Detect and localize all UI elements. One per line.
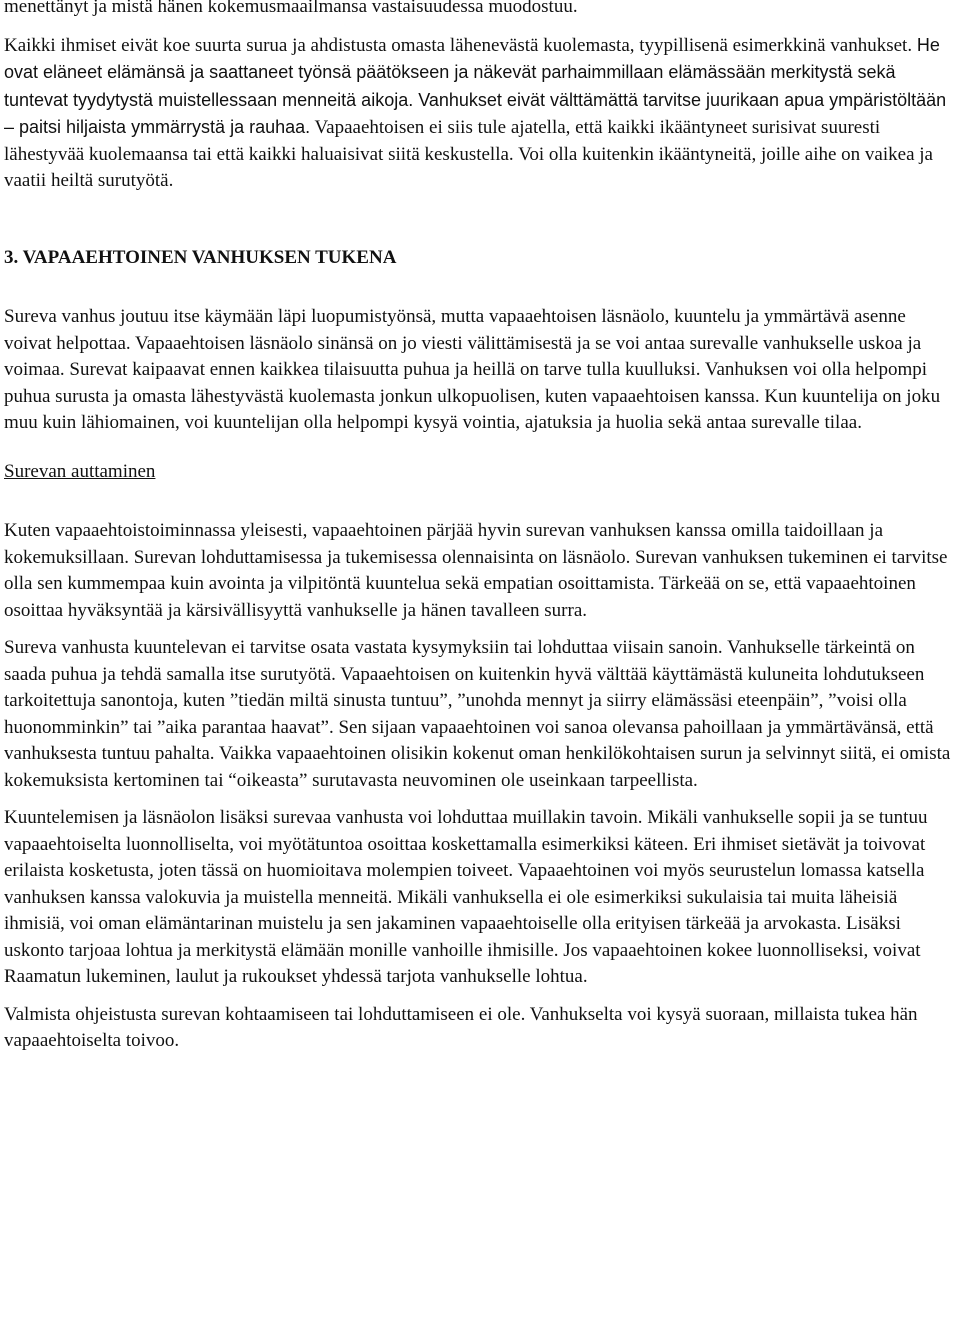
- section-heading: 3. VAPAAEHTOINEN VANHUKSEN TUKENA: [4, 246, 397, 268]
- document-page: [4, 0, 954, 1055]
- body-paragraph-4: Valmista ohjeistusta surevan kohtaamiseen tai lohduttamiseen ei ole. Vanhukselta voi kysyä suoraan, millaista tukea hän vapaaehtoiselta toivoo.: [4, 1003, 918, 1051]
- intro-sentence-2: He ovat eläneet elämänsä ja saattaneet työnsä päätökseen ja näkevät parhaimmillaan elämässään merkitystä sekä tuntevat tyydytystä muistellessaan menneitä aikoja. Vanhukset eivät välttämättä tarvitse juurikaan apua ympäristöltään – paitsi hiljaista ymmärrystä ja rauhaa.: [4, 34, 947, 137]
- body-paragraph-2: Sureva vanhusta kuuntelevan ei tarvitse osata vastata kysymyksiin tai lohduttaa viisain sanoin. Vanhukselle tärkeintä on saada puhua ja tehdä samalla itse surutyötä. Vapaaehtoisen on kuitenkin hyvä välttää käyttämästä kuluneita lohdutukseen tarkoitettuja sanontoja, kuten ”tiedän miltä sinusta tuntuu”, ”unohda mennyt ja siirry elämässäsi eteenpäin”, ”voisi olla huonomminkin” tai ”aika parantaa haavat”. Sen sijaan vapaaehtoinen voi sanoa olevansa pahoillaan ja ymmärtävänsä, että vanhuksesta tuntuu pahalta. Vaikka vapaaehtoinen olisikin kokenut oman henkilökohtaisen surun ja selvinnyt siitä, ei omista kokemuksista kertominen tai “oikeasta” surutavasta neuvominen ole useinkaan tarpeellista.: [4, 637, 951, 791]
- intro-paragraph: [4, 32, 954, 195]
- intro-sentence-3: Vapaaehtoisen ei siis tule ajatella, että kaikki ikääntyneet surisivat suuresti lähestyvää kuolemaansa tai että kaikki haluaisivat siitä keskustella. Voi olla kuitenkin ikääntyneitä, joille aihe on vaikea ja vaatii heiltä surutyötä.: [4, 117, 933, 191]
- body-paragraph-3: Kuuntelemisen ja läsnäolon lisäksi surevaa vanhusta voi lohduttaa muillakin tavoin. Mikäli vanhukselle sopii ja se tuntuu vapaaehtoiselta luonnolliselta, voi myötätuntoa osoittaa koskettamalla esimerkiksi käteen. Eri ihmiset sietävät ja toivovat erilaista kosketusta, joten tässä on huomioitava molempien toiveet. Vapaaehtoinen voi myös seurustelun lomassa katsella vanhuksen kanssa valokuvia ja muistella menneitä. Mikäli vanhuksella ei ole esimerkiksi sukulaisia tai muita läheisiä ihmisiä, voi oman elämäntarinan muistelu ja sen jakaminen vapaaehtoiselle olla erityisen tärkeää ja arvokasta. Lisäksi uskonto tarjoaa lohtua ja merkitystä elämään monille vanhoille ihmisille. Jos vapaaehtoinen kokee luonnolliseksi, voivat Raamatun lukeminen, laulut ja rukoukset yhdessä tarjota vanhukselle lohtua.: [4, 807, 928, 987]
- section-paragraph: Sureva vanhus joutuu itse käymään läpi luopumistyönsä, mutta vapaaehtoisen läsnäolo, kuuntelu ja ymmärtävä asenne voivat helpottaa. Vapaaehtoisen läsnäolo sinänsä on jo viesti välittämisestä ja se voi antaa surevalle vanhukselle uskoa ja voimaa. Surevat kaipaavat ennen kaikkea tilaisuutta puhua ja heillä on tarve tulla kuulluksi. Vanhuksen voi olla helpompi puhua surusta ja omasta lähestyvästä kuolemasta jonkun ulkopuolisen, kuten vapaaehtoisen kanssa. Kun kuuntelija on joku muu kuin lähiomainen, voi kuuntelijan olla helpompi kysyä vointia, ajatuksia ja huolia sekä antaa surevalle tilaa.: [4, 306, 941, 433]
- body-paragraph-1: Kuten vapaaehtoistoiminnassa yleisesti, vapaaehtoinen pärjää hyvin surevan vanhuksen kanssa omilla taidoillaan ja kokemuksillaan. Surevan lohduttamisessa ja tukemisessa olennaisinta on läsnäolo. Surevan vanhuksen tukeminen ei tarvitse olla sen kummempaa kuin avointa ja vilpitöntä kuuntelua sekä empatian osoittamista. Tärkeää on se, että vapaaehtoinen osoittaa hyväksyntää ja kärsivällisyyttä vanhukselle ja hänen tavalleen surra.: [4, 520, 948, 621]
- subheading: Surevan auttaminen: [4, 460, 156, 482]
- intro-fragment: menettänyt ja mistä hänen kokemusmaailmansa vastaisuudessa muodostuu.: [4, 0, 578, 17]
- intro-sentence-1: Kaikki ihmiset eivät koe suurta surua ja ahdistusta omasta lähenevästä kuolemasta, tyypillisenä esimerkkinä vanhukset.: [4, 34, 913, 56]
